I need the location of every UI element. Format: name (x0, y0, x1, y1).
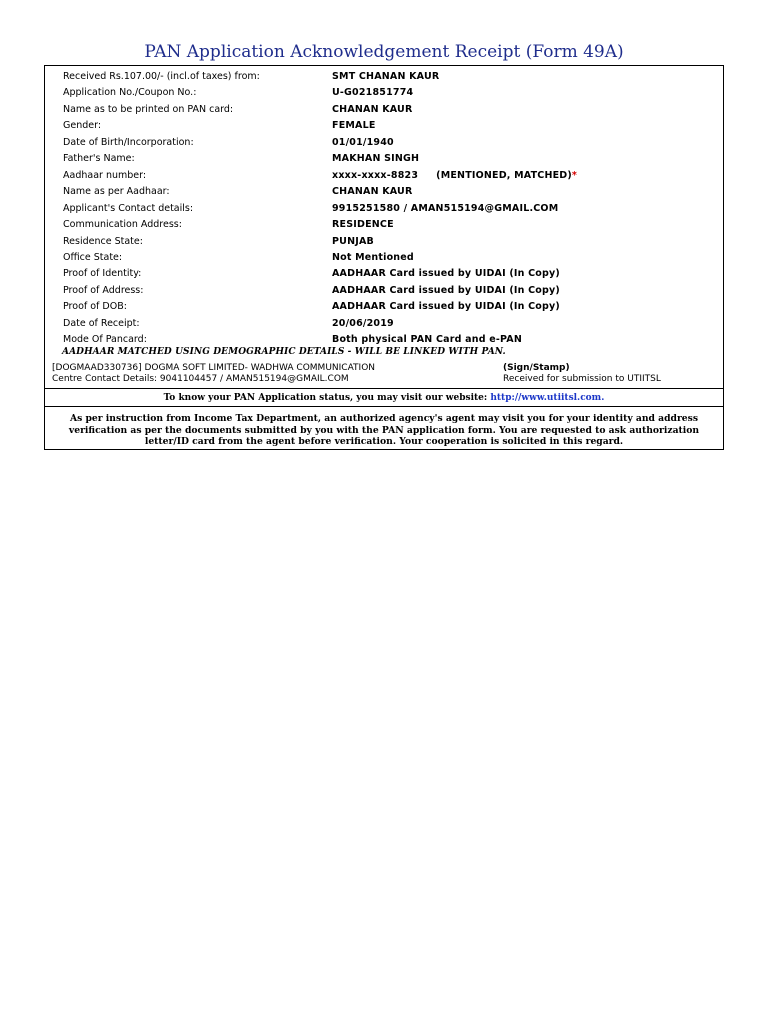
field-label: Name as to be printed on PAN card: (63, 103, 234, 115)
field-label: Proof of Identity: (63, 268, 142, 280)
field-row (45, 234, 723, 250)
field-row (45, 168, 723, 184)
field-value (332, 186, 413, 197)
verification-instruction: As per instruction from Income Tax Department, an authorized agency's agent may visit you for your identity and address verification as per the documents submitted by you with the PAN application form. You are requested to ask authorization letter/ID card from the agent before verification. Your cooperation is solicited in this regard. (68, 413, 700, 447)
status-line (45, 393, 723, 403)
field-value-text: FEMALE (332, 120, 376, 132)
field-row (45, 299, 723, 315)
field-value (332, 268, 560, 279)
field-value-text: Not Mentioned (332, 251, 414, 263)
field-label: Father's Name: (63, 153, 135, 165)
field-label: Name as per Aadhaar: (63, 186, 170, 198)
sign-caption: Received for submission to UTIITSL (503, 374, 661, 384)
field-value (332, 203, 558, 214)
field-value (332, 252, 414, 263)
field-value-text: 9915251580 / AMAN515194@GMAIL.COM (332, 202, 559, 214)
status-text: To know your PAN Application status, you may visit our website: (163, 393, 488, 403)
field-row (45, 151, 723, 167)
field-value (332, 318, 394, 329)
field-row (45, 102, 723, 118)
field-row (45, 332, 723, 348)
field-row (45, 316, 723, 332)
field-label: Date of Birth/Incorporation: (63, 136, 194, 148)
field-value-text: PUNJAB (332, 235, 374, 247)
aadhaar-status: (MENTIONED, MATCHED) (436, 169, 572, 181)
field-label: Application No./Coupon No.: (63, 87, 197, 99)
field-value-text: MAKHAN SINGH (332, 153, 420, 165)
field-value-text: AADHAAR Card issued by UIDAI (In Copy) (332, 301, 560, 313)
field-label: Office State: (63, 251, 123, 263)
field-value-text: xxxx-xxxx-8823 (332, 169, 419, 181)
field-row (45, 135, 723, 151)
divider (45, 406, 723, 407)
field-value (332, 104, 413, 115)
field-label: Applicant's Contact details: (63, 202, 194, 214)
field-row (45, 266, 723, 282)
field-label: Aadhaar number: (63, 169, 147, 181)
field-row (45, 283, 723, 299)
field-value-text: Both physical PAN Card and e-PAN (332, 334, 522, 346)
field-label: Date of Receipt: (63, 317, 140, 329)
page-title: PAN Application Acknowledgement Receipt (Form 49A) (144, 42, 624, 62)
field-row (45, 250, 723, 266)
field-value (332, 334, 522, 345)
field-label: Proof of Address: (63, 284, 144, 296)
field-value (332, 87, 413, 98)
field-value (332, 285, 560, 296)
field-value (332, 170, 577, 181)
website-link[interactable]: http://www.utiitsl.com. (490, 393, 605, 403)
field-value-text: CHANAN KAUR (332, 186, 413, 198)
field-label: Gender: (63, 120, 102, 132)
field-row (45, 201, 723, 217)
field-value-text: 20/06/2019 (332, 317, 394, 329)
field-value (332, 236, 374, 247)
field-value-text: SMT CHANAN KAUR (332, 71, 440, 82)
aadhaar-matched-note: AADHAAR MATCHED USING DEMOGRAPHIC DETAILS - WILL BE LINKED WITH PAN. (62, 347, 506, 357)
agent-details: [DOGMAAD330736] DOGMA SOFT LIMITED- WADHWA COMMUNICATION (52, 363, 376, 373)
field-row (45, 184, 723, 200)
field-row (45, 85, 723, 101)
field-value-text: 01/01/1940 (332, 136, 394, 148)
field-value (332, 219, 394, 230)
field-value (332, 137, 394, 148)
field-label: Residence State: (63, 235, 143, 247)
field-value-text: RESIDENCE (332, 219, 394, 231)
field-value (332, 120, 376, 131)
field-label: Received Rs.107.00/- (incl.of taxes) from: (63, 71, 260, 82)
field-label: Communication Address: (63, 219, 182, 231)
field-value (332, 71, 439, 82)
field-value-text: U-G021851774 (332, 87, 414, 99)
asterisk-marker: * (571, 169, 578, 181)
field-label: Proof of DOB: (63, 301, 127, 313)
field-value-text: AADHAAR Card issued by UIDAI (In Copy) (332, 284, 560, 296)
field-value-text: AADHAAR Card issued by UIDAI (In Copy) (332, 268, 560, 280)
field-label: Mode Of Pancard: (63, 334, 147, 346)
acknowledgement-receipt (44, 65, 724, 450)
centre-contact-details: Centre Contact Details: 9041104457 / AMAN515194@GMAIL.COM (52, 374, 349, 384)
divider (45, 388, 723, 389)
field-row (45, 69, 723, 85)
field-value-text: CHANAN KAUR (332, 103, 413, 115)
field-value (332, 301, 560, 312)
field-row (45, 217, 723, 233)
field-value (332, 153, 419, 164)
field-row (45, 118, 723, 134)
sign-stamp-label: (Sign/Stamp) (503, 363, 570, 373)
